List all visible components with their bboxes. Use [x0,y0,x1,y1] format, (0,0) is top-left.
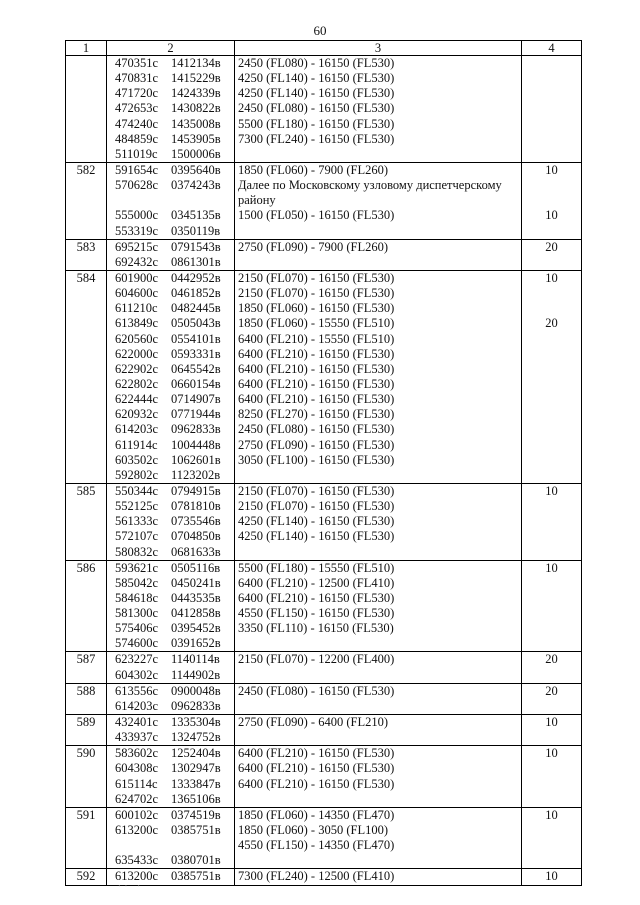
longitude: 0412858в [171,606,221,621]
coordinate-line [110,730,231,745]
coordinate-line [110,777,231,792]
altitude-range: 6400 (FL210) - 16150 (FL530) [238,761,395,776]
altitude-range: 2450 (FL080) - 16150 (FL530) [238,422,395,437]
altitude-range: 6400 (FL210) - 16150 (FL530) [238,361,395,376]
altitude-range: 2450 (FL080) - 16150 (FL530) [238,683,395,698]
longitude: 0395452в [171,621,221,636]
width-value: 10 [545,483,558,498]
latitude: 561333с [115,514,159,529]
latitude: 604308с [115,761,159,776]
altitude-range: 2750 (FL090) - 16150 (FL530) [238,437,395,452]
coordinate-line [110,101,231,116]
coordinate-line [110,86,231,101]
longitude: 1062601в [171,452,221,467]
altitudes-cell [235,560,522,652]
altitude-range: 7300 (FL240) - 16150 (FL530) [238,131,395,146]
latitude: 553319с [115,223,159,238]
coordinate-line [110,301,231,316]
table-row [66,239,582,270]
latitude: 622902с [115,361,159,376]
coordinate-line [110,591,231,606]
altitude-range: 5500 (FL180) - 16150 (FL530) [238,116,395,131]
coordinate-line [110,668,231,683]
width-cell [522,239,582,270]
coordinate-line [110,332,231,347]
coordinate-line [110,761,231,776]
table-body [66,56,582,886]
altitude-range: 6400 (FL210) - 16150 (FL530) [238,746,395,761]
longitude: 1252404в [171,746,221,761]
longitude: 0345135в [171,208,221,223]
width-value: 20 [545,239,558,254]
width-cell [522,270,582,483]
coordinates-cell [107,807,235,869]
airway-table [65,40,582,886]
coordinates-cell [107,56,235,163]
longitude: 0900048в [171,683,221,698]
coordinate-line [110,499,231,514]
longitude: 0962833в [171,422,221,437]
coordinate-line [110,699,231,714]
coordinate-line [110,853,231,868]
coordinate-line [110,484,231,499]
altitudes-cell [235,56,522,163]
latitude: 583602с [115,746,159,761]
coordinate-line [110,823,231,838]
longitude: 0442952в [171,270,221,285]
coordinates-cell [107,746,235,808]
coordinate-line [110,208,231,223]
altitude-range: 3050 (FL100) - 16150 (FL530) [238,452,395,467]
altitude-range: 4250 (FL140) - 16150 (FL530) [238,71,395,86]
latitude: 580832с [115,544,159,559]
row-number [66,683,107,714]
latitude: 574600с [115,636,159,651]
altitude-range: 4250 (FL140) - 16150 (FL530) [238,529,395,544]
col-header-3: 3 [235,41,522,56]
longitude: 0374243в [171,178,221,193]
longitude: 0781810в [171,499,221,514]
row-number [66,807,107,869]
altitude-range: Далее по Московскому узловому диспетчерскому району [238,178,502,208]
altitude-range: 2450 (FL080) - 16150 (FL530) [238,56,395,70]
col-header-4: 4 [522,41,582,56]
latitude: 635433с [115,853,159,868]
coordinate-line [110,271,231,286]
coordinate-line [110,316,231,331]
table-row [66,56,582,163]
width-cell [522,652,582,683]
row-number [66,652,107,683]
altitudes-cell [235,746,522,808]
width-cell [522,56,582,163]
row-number-text: 586 [76,560,96,575]
latitude: 484859с [115,131,159,146]
altitude-range: 2150 (FL070) - 16150 (FL530) [238,483,395,498]
latitude: 555000с [115,208,159,223]
altitude-range: 7300 (FL240) - 12500 (FL410) [238,869,395,884]
longitude: 0704850в [171,529,221,544]
latitude: 552125с [115,499,159,514]
altitude-range: 1850 (FL060) - 14350 (FL470) [238,807,395,822]
width-value: 10 [545,715,558,730]
latitude: 624702с [115,791,159,806]
row-number [66,270,107,483]
page-number: 60 [313,23,327,38]
altitude-range: 2150 (FL070) - 16150 (FL530) [238,499,395,514]
coordinate-line [110,193,231,208]
width-value: 10 [545,869,558,884]
row-number [66,746,107,808]
latitude: 611914с [115,437,158,452]
coordinates-cell [107,683,235,714]
coordinate-line [110,438,231,453]
row-number-text: 585 [76,483,96,498]
row-number-text: 583 [76,239,96,254]
coordinate-line [110,422,231,437]
width-value: 10 [545,208,558,223]
altitude-range: 6400 (FL210) - 16150 (FL530) [238,776,395,791]
altitude-range: 6400 (FL210) - 16150 (FL530) [238,590,395,605]
coordinate-line [110,468,231,483]
coordinate-line [110,545,231,560]
longitude: 1123202в [171,467,221,482]
coordinate-line [110,808,231,823]
table-row [66,683,582,714]
coordinate-line [110,561,231,576]
altitude-range: 1500 (FL050) - 16150 (FL530) [238,208,395,223]
row-number-text: 591 [76,807,96,822]
longitude: 0735546в [171,514,221,529]
table-row [66,807,582,869]
coordinates-cell [107,270,235,483]
longitude: 1004448в [171,437,221,452]
width-cell [522,683,582,714]
altitudes-cell [235,162,522,239]
coordinate-line [110,746,231,761]
altitude-range: 2150 (FL070) - 16150 (FL530) [238,270,395,285]
latitude: 591654с [115,162,159,177]
row-number [66,162,107,239]
width-cell [522,746,582,808]
width-value: 10 [545,560,558,575]
longitude: 0791543в [171,239,221,254]
longitude: 1435008в [171,116,221,131]
longitude: 0861301в [171,254,221,269]
altitude-range: 6400 (FL210) - 16150 (FL530) [238,346,395,361]
altitude-range: 8250 (FL270) - 16150 (FL530) [238,407,395,422]
latitude: 615114с [115,776,158,791]
coordinate-line [110,392,231,407]
width-value: 20 [545,652,558,667]
coordinate-line [110,529,231,544]
width-cell [522,483,582,560]
coordinate-line [110,255,231,270]
longitude: 0505116в [171,560,221,575]
row-number-text [69,56,103,71]
latitude: 622000с [115,346,159,361]
altitudes-cell [235,715,522,746]
longitude: 0443535в [171,590,221,605]
latitude: 604600с [115,286,159,301]
latitude: 614203с [115,698,159,713]
row-number-text: 587 [76,652,96,667]
coordinate-line [110,362,231,377]
latitude: 603502с [115,452,159,467]
latitude: 584618с [115,590,159,605]
altitude-range: 2150 (FL070) - 12200 (FL400) [238,652,395,667]
width-value [525,286,578,301]
altitudes-cell [235,239,522,270]
longitude: 0461852в [171,286,221,301]
longitude: 0593331в [171,346,221,361]
altitude-range: 4250 (FL140) - 16150 (FL530) [238,514,395,529]
coordinate-line [110,621,231,636]
width-value [525,193,578,208]
altitude-range: 1850 (FL060) - 16150 (FL530) [238,301,395,316]
longitude: 0450241в [171,575,221,590]
altitudes-cell [235,807,522,869]
width-cell [522,807,582,869]
longitude: 0962833в [171,698,221,713]
row-number [66,56,107,163]
latitude: 623227с [115,652,159,667]
latitude: 604302с [115,667,159,682]
row-number [66,560,107,652]
longitude: 0681633в [171,544,221,559]
coordinates-cell [107,483,235,560]
width-value: 10 [545,746,558,761]
latitude: 472653с [115,101,159,116]
longitude: 0350119в [171,223,221,238]
longitude: 0771944в [171,407,221,422]
longitude: 1415229в [171,71,221,86]
latitude: 613200с [115,869,159,884]
altitude-range: 2750 (FL090) - 7900 (FL260) [238,239,388,254]
longitude: 1453905в [171,131,221,146]
latitude: 600102с [115,807,159,822]
scan-marks: ·· · [118,882,144,891]
latitude: 433937с [115,730,159,745]
width-cell [522,869,582,885]
coordinate-line [110,514,231,529]
row-number-text: 582 [76,162,96,177]
altitude-range: 5500 (FL180) - 15550 (FL510) [238,560,395,575]
altitude-range: 6400 (FL210) - 16150 (FL530) [238,392,395,407]
latitude: 570628с [115,178,159,193]
latitude: 550344с [115,483,159,498]
row-number-text: 584 [76,270,96,285]
longitude: 1500006в [171,146,221,161]
altitude-range: 6400 (FL210) - 12500 (FL410) [238,575,395,590]
row-number-text: 592 [76,869,96,884]
longitude: 0380701в [171,853,221,868]
coordinate-line [110,652,231,667]
latitude: 692432с [115,254,159,269]
header-row [66,41,582,56]
width-value [525,178,578,193]
latitude: 581300с [115,606,159,621]
longitude: 1333847в [171,776,221,791]
coordinate-line [110,163,231,178]
latitude: 572107с [115,529,159,544]
longitude: 1412134в [171,56,221,70]
coordinates-cell [107,715,235,746]
coordinate-line [110,132,231,147]
coordinate-line [110,838,231,853]
altitude-range: 4550 (FL150) - 16150 (FL530) [238,606,395,621]
table-row [66,483,582,560]
longitude: 1430822в [171,101,221,116]
altitude-range: 1850 (FL060) - 7900 (FL260) [238,162,388,177]
coordinates-cell [107,239,235,270]
width-value: 10 [545,270,558,285]
altitudes-cell [235,683,522,714]
latitude: 432401с [115,715,159,730]
coordinate-line [110,377,231,392]
longitude: 1144902в [171,667,221,682]
latitude: 614203с [115,422,159,437]
latitude: 611210с [115,301,158,316]
table-row [66,162,582,239]
longitude: 1335304в [171,715,221,730]
table-row [66,270,582,483]
latitude: 695215с [115,239,159,254]
coordinates-cell [107,652,235,683]
longitude: 1324752в [171,730,221,745]
latitude: 474240с [115,116,159,131]
latitude: 593621с [115,560,159,575]
coordinates-cell [107,560,235,652]
longitude: 1140114в [171,652,220,667]
col-header-2: 2 [107,41,235,56]
latitude: 620560с [115,331,159,346]
longitude: 1365106в [171,791,221,806]
coordinate-line [110,576,231,591]
latitude: 585042с [115,575,159,590]
longitude: 0385751в [171,869,221,884]
coordinate-line [110,407,231,422]
latitude: 470351с [115,56,159,70]
altitude-range: 4250 (FL140) - 16150 (FL530) [238,86,395,101]
longitude: 0645542в [171,361,221,376]
coordinates-cell [107,162,235,239]
row-number [66,715,107,746]
latitude: 470831с [115,71,159,86]
longitude: 0714907в [171,392,221,407]
altitude-range: 3350 (FL110) - 16150 (FL530) [238,621,394,636]
row-number [66,239,107,270]
altitudes-cell [235,483,522,560]
latitude: 471720с [115,86,159,101]
longitude: 0385751в [171,823,221,838]
width-cell [522,162,582,239]
coordinate-line [110,240,231,255]
row-number [66,483,107,560]
row-number-text: 589 [76,715,96,730]
longitude: 0794915в [171,483,221,498]
latitude: 620932с [115,407,159,422]
row-number [66,869,107,885]
coordinate-line [110,117,231,132]
table-row [66,652,582,683]
longitude: 1424339в [171,86,221,101]
coordinate-line [110,56,231,71]
altitude-range: 2750 (FL090) - 6400 (FL210) [238,715,388,730]
altitudes-cell [235,270,522,483]
coordinate-line [110,71,231,86]
longitude: 0660154в [171,376,221,391]
altitude-range: 2450 (FL080) - 16150 (FL530) [238,101,395,116]
width-cell [522,715,582,746]
coordinate-line [110,684,231,699]
width-value: 10 [545,807,558,822]
width-value [525,301,578,316]
table-row [66,560,582,652]
altitude-range: 2150 (FL070) - 16150 (FL530) [238,286,395,301]
latitude: 592802с [115,467,159,482]
altitude-range: 4550 (FL150) - 14350 (FL470) [238,838,395,853]
col-header-1: 1 [66,41,107,56]
altitude-range: 1850 (FL060) - 3050 (FL100) [238,823,388,838]
latitude: 622802с [115,376,159,391]
longitude: 0554101в [171,331,221,346]
coordinate-line [110,715,231,730]
coordinate-line [110,636,231,651]
longitude: 0395640в [171,162,221,177]
latitude: 601900с [115,270,159,285]
latitude: 613849с [115,316,159,331]
table-row [66,746,582,808]
longitude: 0374519в [171,807,221,822]
width-value: 20 [545,316,558,331]
latitude: 613556с [115,683,159,698]
coordinate-line [110,347,231,362]
latitude: 511019с [115,146,158,161]
longitude: 1302947в [171,761,221,776]
latitude: 613200с [115,823,159,838]
longitude: 0505043в [171,316,221,331]
row-number-text: 590 [76,746,96,761]
coordinate-line [110,453,231,468]
altitude-range: 1850 (FL060) - 15550 (FL510) [238,316,395,331]
latitude: 622444с [115,392,159,407]
coordinate-line [110,147,231,162]
latitude: 575406с [115,621,159,636]
altitude-range: 6400 (FL210) - 15550 (FL510) [238,331,395,346]
altitudes-cell [235,652,522,683]
coordinate-line [110,606,231,621]
coordinate-line [110,792,231,807]
table-row [66,715,582,746]
row-number-text: 588 [76,683,96,698]
longitude: 0391652в [171,636,221,651]
altitude-range: 6400 (FL210) - 16150 (FL530) [238,376,395,391]
coordinate-line [110,178,231,193]
width-value: 20 [545,683,558,698]
coordinate-line [110,286,231,301]
altitudes-cell [235,869,522,885]
width-value: 10 [545,162,558,177]
longitude: 0482445в [171,301,221,316]
width-cell [522,560,582,652]
coordinate-line [110,224,231,239]
